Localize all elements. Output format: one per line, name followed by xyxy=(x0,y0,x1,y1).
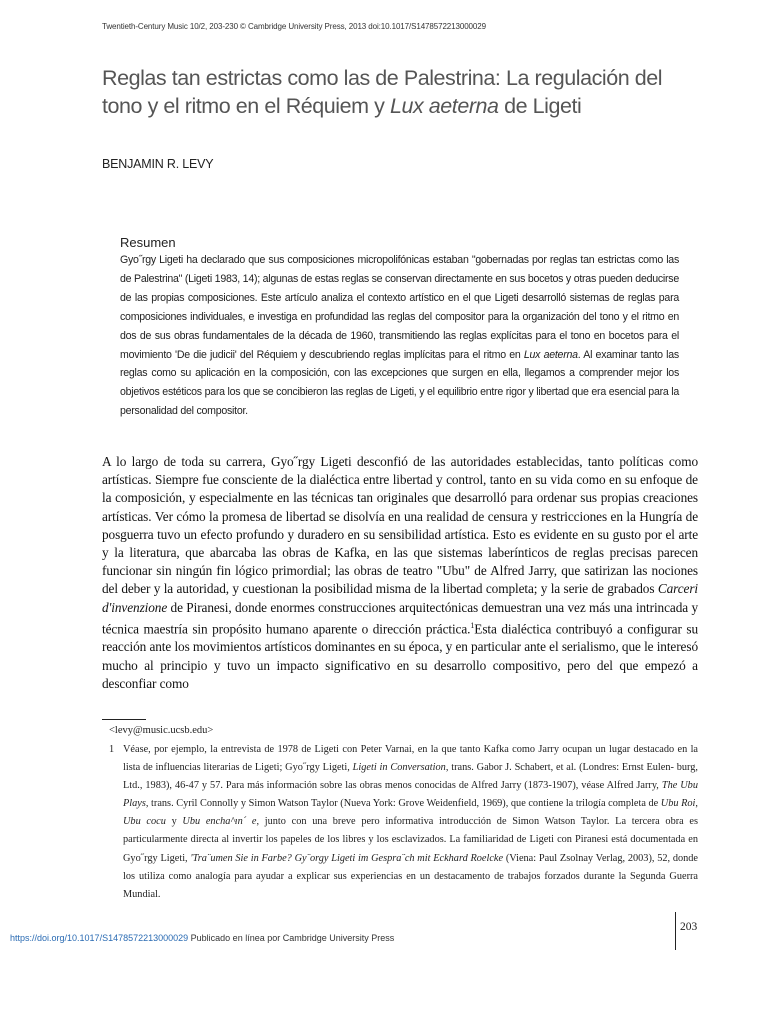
author-email[interactable]: <levy@music.ucsb.edu> xyxy=(109,725,214,736)
title-part-1: Reglas tan estrictas como las de Palestrina: La regulación del tono y el ritmo en el Réquiem y xyxy=(102,66,663,118)
footnote-number: 1 xyxy=(109,744,115,755)
fn-text: Véase, por ejemplo, la entrevista de 1978 de Ligeti con Peter Varnai, en la que tanto Kafka como Jarry ocupan un lugar destacado en la lista de influencias literarias de Ligeti; Gyo˝rgy Ligeti, xyxy=(123,744,698,774)
fn-italic: Ligeti in Conversation xyxy=(352,762,446,774)
fn-text: , trans. Gabor J. Schabert, et al. (Londres: Ernst Eulen- burg, Ltd., 1983), 46-47 y 57. Para más información sobre las obras menos conocidas de Alfred Jarry (1873-1907), véase Alfred Jarry, xyxy=(123,762,698,792)
abstract-heading: Resumen xyxy=(120,235,176,250)
footnote-body xyxy=(123,741,698,904)
title-italic: Lux aeterna xyxy=(389,94,499,118)
fn-italic: Ubu cocu xyxy=(123,816,166,828)
abstract-text-b: . Al examinar tanto las reglas como su aplicación en la composición, con las excepciones que surgen en ella, llegamos a comprender mejor los objetivos estéticos para los que se concibieron las reglas de Ligeti, y el equilibrio entre rigor y libertad que era esencial para la personalidad del compositor. xyxy=(120,348,679,418)
fn-text: , trans. Cyril Connolly y Simon Watson Taylor (Nueva York: Grove Weidenfield, 1969), que contiene la trilogía completa de xyxy=(145,798,661,810)
footnote-1 xyxy=(109,741,698,904)
doi-link[interactable]: https://doi.org/10.1017/S1478572213000029 xyxy=(10,933,189,943)
fn-text: y xyxy=(165,816,183,828)
fn-italic: 'Tra¨umen Sie in Farbe? Gy¨orgy Ligeti im Gespra¨ch mit Eckhard Roelcke xyxy=(190,852,504,864)
fn-italic: Ubu encha^ın´ e xyxy=(182,816,257,828)
body-text-c: Esta dialéctica contribuyó a configurar su reacción ante los movimientos artísticos dominantes en su época, y en particular ante el serialismo, que le interesó mucho al principio y tuvo un impacto significativo en su desarrollo compositivo, pero del que empezó a desconfiar como xyxy=(102,621,698,691)
published-online-text: Publicado en línea por Cambridge University Press xyxy=(188,933,395,943)
fn-text: , xyxy=(695,798,698,810)
body-italic: Carceri d'invenzione xyxy=(102,581,698,615)
abstract-italic: Lux aeterna xyxy=(523,348,578,361)
article-title xyxy=(102,64,702,120)
author-name: BENJAMIN R. LEVY xyxy=(102,157,214,171)
title-part-2: de Ligeti xyxy=(498,94,582,118)
body-paragraph xyxy=(102,453,698,693)
fn-text: , junto con una breve pero informativa introducción de Simon Watson Taylor. La tercera obra es particularmente directa al invertir los papeles de los libres y los esclavizados. La familiaridad de Ligeti con Piranesi está documentada en Gyo˝rgy Ligeti, xyxy=(123,816,699,864)
abstract-text xyxy=(120,251,679,421)
abstract-text-a: Gyo˝rgy Ligeti ha declarado que sus composiciones micropolifónicas estaban "gobernadas por reglas tan estrictas como las de Palestrina" (Ligeti 1983, 14); algunas de estas reglas se conservan directamente en sus bocetos y otras pueden deducirse de las propias composiciones. Este artículo analiza el contexto artístico en el que Ligeti desarrolló sistemas de reglas para composiciones individuales, e investiga en profundidad las reglas del compositor para la organización del tono y el ritmo en dos de sus obras fundamentales de la década de 1960, transmitiendo las reglas explícitas para el tono en bocetos para el movimiento 'De die judicii' del Réquiem y descubriendo reglas implícitas para el ritmo en xyxy=(120,254,679,361)
running-header: Twentieth-Century Music 10/2, 203-230 © Cambridge University Press, 2013 doi:10.1017/S1478572213000029 xyxy=(102,22,486,31)
fn-italic: Ubu Roi xyxy=(660,798,696,810)
fn-text: (Viena: Paul Zsolnay Verlag, 2003), 52, donde los utiliza como analogía para ayudar a explicar sus experiencias en un destacamento de trabajos forzados durante la Segunda Guerra Mundial. xyxy=(123,852,699,900)
body-text-a: A lo largo de toda su carrera, Gyo˝rgy Ligeti desconfió de las autoridades establecidas, tanto políticas como artísticas. Siempre fue consciente de la dialéctica entre libertad y control, tanto en su vida como en su enfoque de la composición, y especialmente en las técnicas tan originales que desarrolló para ordenar sus propias creaciones artísticas. Ver cómo la promesa de libertad se disolvía en una realidad de censura y restricciones en la Hungría de posguerra tuvo un efecto profundo y duradero en su sensibilidad artística. Esto es evidente en su gusto por el arte y la literatura, que abarcaba las obras de Kafka, en las que sistemas laberínticos de reglas precisas parecen funcionar sin ningún fin lógico primordial; las obras de teatro "Ubu" de Alfred Jarry, que satirizan las nociones del deber y la autoridad, y cuestionan la posibilidad misma de la libertad completa; y la serie de grabados xyxy=(102,454,698,597)
footnote-ref-1[interactable]: 1 xyxy=(470,620,475,630)
page-number-rule xyxy=(675,912,676,950)
footnote-divider xyxy=(102,719,146,720)
body-text-b: de Piranesi, donde enormes construcciones arquitectónicas demuestran una vez más una intrincada y técnica maestría sin propósito humano aparente o dirección práctica. xyxy=(102,599,698,637)
publication-footer xyxy=(10,933,394,943)
fn-italic: The Ubu Plays xyxy=(123,780,698,810)
page-number: 203 xyxy=(680,921,698,933)
